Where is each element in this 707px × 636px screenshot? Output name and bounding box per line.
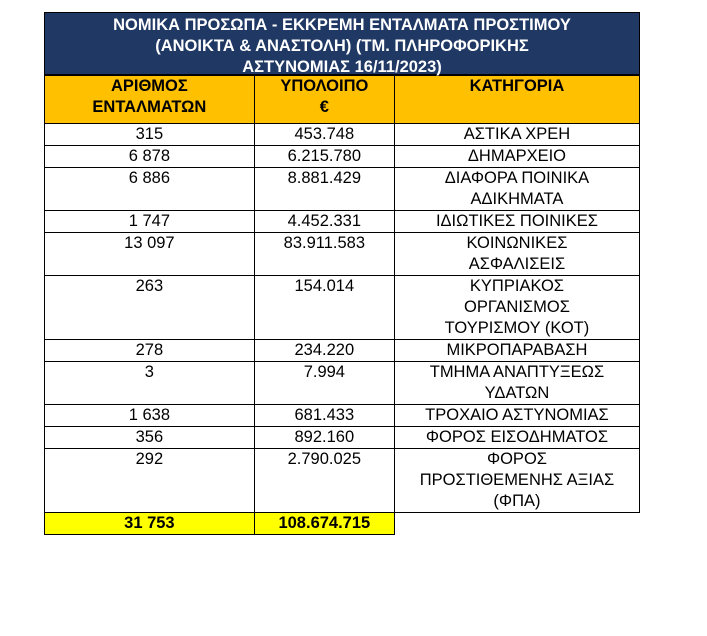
- category-cell: [394, 449, 639, 513]
- table-row: [45, 146, 640, 168]
- category-line: ΤΟΥΡΙΣΜΟΥ (ΚΟΤ): [444, 319, 590, 337]
- category-cell: [394, 405, 639, 427]
- category-line: (ΦΠΑ): [493, 492, 541, 510]
- table-row: [45, 233, 640, 276]
- category-line: ΜΙΚΡΟΠΑΡΑΒΑΣΗ: [446, 341, 588, 359]
- category-line: ΚΟΙΝΩΝΙΚΕΣ: [466, 234, 568, 252]
- table-row: [45, 276, 640, 340]
- balance-cell: 681.433: [254, 405, 394, 427]
- table-row: [45, 340, 640, 362]
- count-cell: 356: [45, 427, 255, 449]
- balance-cell: 7.994: [254, 362, 394, 405]
- header-row: [45, 76, 640, 124]
- table-row: [45, 449, 640, 513]
- balance-cell: 2.790.025: [254, 449, 394, 513]
- category-line: ΑΣΤΙΚΑ ΧΡΕΗ: [463, 125, 571, 143]
- title-line: ΑΣΤΥΝΟΜΙΑΣ 16/11/2023): [242, 58, 442, 76]
- count-cell: 6 886: [45, 168, 255, 211]
- category-cell: [394, 168, 639, 211]
- count-cell: 13 097: [45, 233, 255, 276]
- header-category-line: ΚΑΤΗΓΟΡΙΑ: [469, 77, 565, 95]
- total-blank: [394, 513, 639, 535]
- warrants-report: [44, 12, 640, 535]
- category-line: ΤΡΟΧΑΙΟ ΑΣΤΥΝΟΜΙΑΣ: [425, 406, 609, 424]
- warrants-table: [44, 75, 640, 535]
- balance-cell: 453.748: [254, 124, 394, 146]
- table-row: [45, 405, 640, 427]
- category-cell: [394, 362, 639, 405]
- balance-cell: 154.014: [254, 276, 394, 340]
- table-row: [45, 211, 640, 233]
- category-cell: [394, 340, 639, 362]
- category-line: ΠΡΟΣΤΙΘΕΜΕΝΗΣ ΑΞΙΑΣ: [419, 471, 615, 489]
- header-balance: [254, 76, 394, 124]
- category-line: ΥΔΑΤΩΝ: [484, 384, 550, 402]
- count-cell: 3: [45, 362, 255, 405]
- category-cell: [394, 211, 639, 233]
- balance-cell: 4.452.331: [254, 211, 394, 233]
- header-balance-line: ΥΠΟΛΟΙΠΟ: [280, 77, 369, 95]
- count-cell: 315: [45, 124, 255, 146]
- category-line: ΑΣΦΑΛΙΣΕΙΣ: [468, 255, 566, 273]
- category-cell: [394, 233, 639, 276]
- category-line: ΚΥΠΡΙΑΚΟΣ: [469, 277, 564, 295]
- category-line: ΔΙΑΦΟΡΑ ΠΟΙΝΙΚΑ: [444, 169, 590, 187]
- header-count-line: ΕΝΤΑΛΜΑΤΩΝ: [92, 98, 207, 116]
- header-count: [45, 76, 255, 124]
- category-line: ΦΟΡΟΣ ΕΙΣΟΔΗΜΑΤΟΣ: [425, 428, 609, 446]
- category-line: ΤΜΗΜΑ ΑΝΑΠΤΥΞΕΩΣ: [429, 363, 605, 381]
- header-count-line: ΑΡΙΘΜΟΣ: [110, 77, 188, 95]
- balance-cell: 6.215.780: [254, 146, 394, 168]
- balance-cell: 83.911.583: [254, 233, 394, 276]
- category-cell: [394, 146, 639, 168]
- table-row: [45, 168, 640, 211]
- count-cell: 1 747: [45, 211, 255, 233]
- header-category: [394, 76, 639, 124]
- table-row: [45, 427, 640, 449]
- report-title: [44, 12, 640, 75]
- category-cell: [394, 427, 639, 449]
- title-line: ΝΟΜΙΚΑ ΠΡΟΣΩΠΑ - ΕΚΚΡΕΜΗ ΕΝΤΑΛΜΑΤΑ ΠΡΟΣΤΙΜΟΥ: [113, 16, 571, 34]
- balance-cell: 234.220: [254, 340, 394, 362]
- category-line: ΑΔΙΚΗΜΑΤΑ: [470, 190, 564, 208]
- count-cell: 278: [45, 340, 255, 362]
- title-line: (ΑΝΟΙΚΤΑ & ΑΝΑΣΤΟΛΗ) (ΤΜ. ΠΛΗΡΟΦΟΡΙΚΗΣ: [155, 37, 529, 55]
- category-line: ΙΔΙΩΤΙΚΕΣ ΠΟΙΝΙΚΕΣ: [435, 212, 598, 230]
- header-balance-line: €: [319, 98, 329, 116]
- count-cell: 6 878: [45, 146, 255, 168]
- balance-cell: 8.881.429: [254, 168, 394, 211]
- count-cell: 263: [45, 276, 255, 340]
- category-cell: [394, 124, 639, 146]
- category-line: ΟΡΓΑΝΙΣΜΟΣ: [464, 298, 570, 316]
- total-balance: 108.674.715: [254, 513, 394, 535]
- count-cell: 1 638: [45, 405, 255, 427]
- totals-row: [45, 513, 640, 535]
- count-cell: 292: [45, 449, 255, 513]
- category-cell: [394, 276, 639, 340]
- total-count: 31 753: [45, 513, 255, 535]
- table-row: [45, 362, 640, 405]
- category-line: ΦΟΡΟΣ: [486, 450, 547, 468]
- category-line: ΔΗΜΑΡΧΕΙΟ: [467, 147, 567, 165]
- balance-cell: 892.160: [254, 427, 394, 449]
- table-row: [45, 124, 640, 146]
- table-body: [45, 124, 640, 535]
